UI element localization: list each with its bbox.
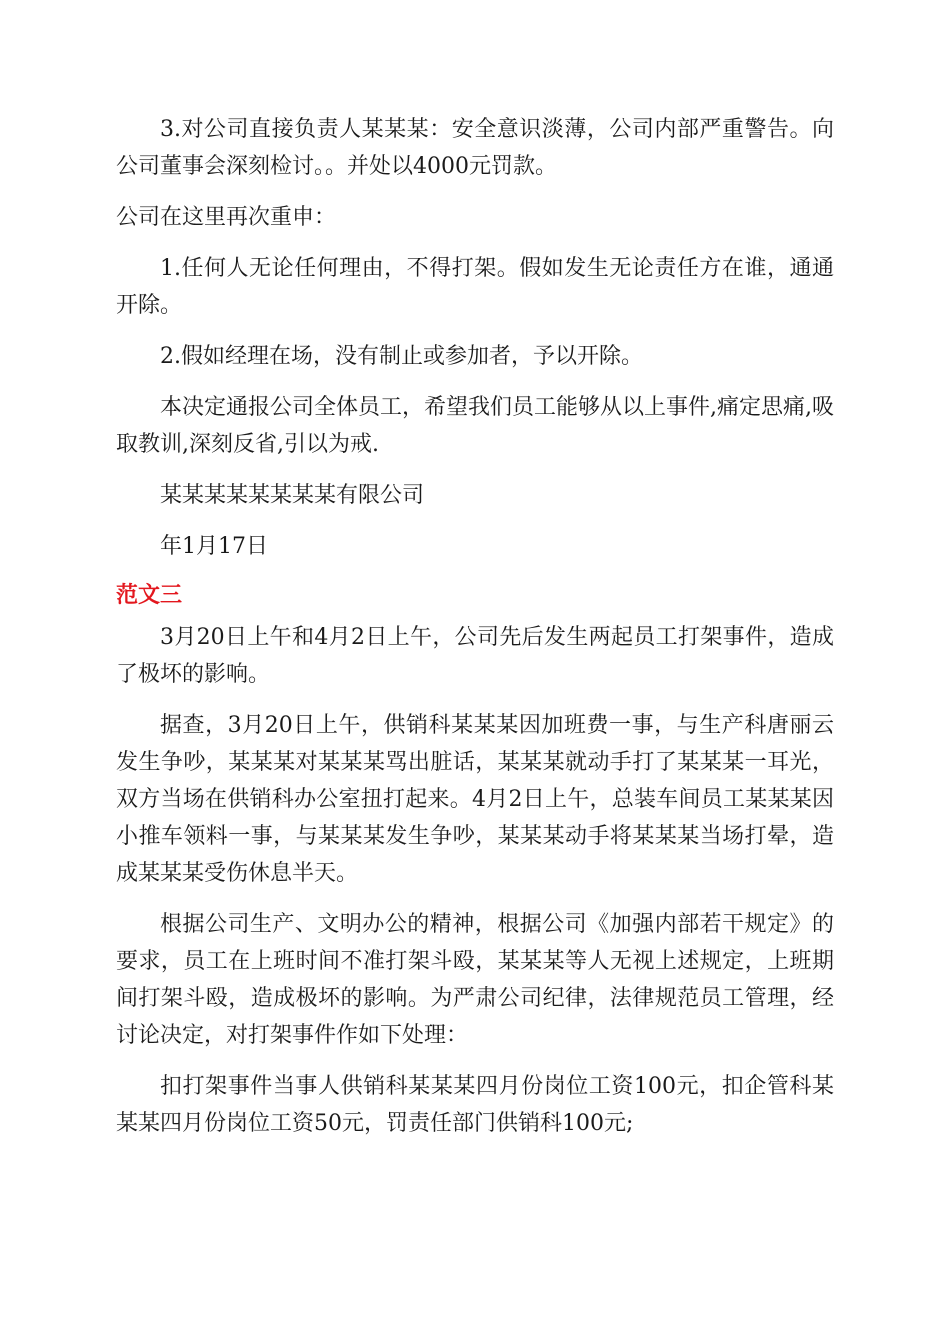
company-signature: 某某某某某某某某有限公司: [160, 483, 425, 508]
document-page: [116, 111, 834, 1156]
paragraph-notice: 本决定通报公司全体员工，希望我们员工能够从以上事件,痛定思痛,吸取教训,深刻反省,引以为戒.: [116, 395, 834, 457]
paragraph-rule-2: 2.假如经理在场，没有制止或参加者，予以开除。: [160, 344, 643, 369]
paragraph-investigation: 据查，3月20日上午，供销科某某某因加班费一事，与生产科唐丽云发生争吵，某某某对某某某骂出脏话，某某某就动手打了某某某一耳光，双方当场在供销科办公室扭打起来。4月2日上午，总装车间员工某某某因小推车领料一事，与某某某发生争吵，某某某动手将某某某当场打晕，造成某某某受伤休息半天。: [116, 713, 834, 886]
paragraph-incident-summary: 3月20日上午和4月2日上午，公司先后发生两起员工打架事件，造成了极坏的影响。: [116, 625, 834, 687]
paragraph-decision-basis: 根据公司生产、文明办公的精神，根据公司《加强内部若干规定》的要求，员工在上班时间不准打架斗殴，某某某等人无视上述规定，上班期间打架斗殴，造成极坏的影响。为严肃公司纪律，法律规范员工管理，经讨论决定，对打架事件作如下处理：: [116, 912, 834, 1048]
paragraph-penalties: 扣打架事件当事人供销科某某某四月份岗位工资100元，扣企管科某某某四月份岗位工资50元，罚责任部门供销科100元;: [116, 1074, 834, 1136]
paragraph-penalty-3: 3.对公司直接负责人某某某：安全意识淡薄，公司内部严重警告。向公司董事会深刻检讨。。并处以4000元罚款。: [116, 117, 834, 179]
paragraph-rule-1: 1.任何人无论任何理由，不得打架。假如发生无论责任方在谁，通通开除。: [116, 256, 834, 318]
signature-date: 年1月17日: [160, 534, 268, 559]
paragraph-reiterate: 公司在这里再次重申：: [116, 205, 337, 230]
section-heading: 范文三: [116, 583, 183, 608]
